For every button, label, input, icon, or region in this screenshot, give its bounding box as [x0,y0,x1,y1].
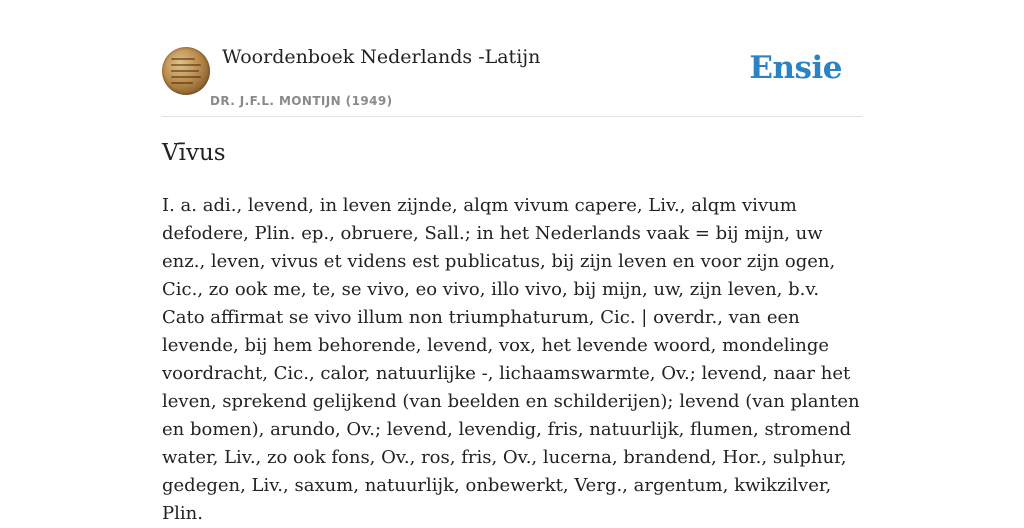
inscription-line [171,82,193,84]
inscription-line [171,64,201,66]
entry-definition: I. a. adi., levend, in leven zijnde, alqm vivum capere, Liv., alqm vivum defodere, Plin. ep., obruere, Sall.; in het Nederlands vaak = bij mijn, uw enz., leven, vivus et videns est publicatus, bij zijn leven en voor zijn ogen, Cic., zo ook me, te, se vivo, eo vivo, illo vivo, bij mijn, uw, zijn leven, b.v. Cato affirmat se vivo illum non triumphaturum, Cic. | overdr., van een levende, bij hem behorende, levend, vox, het levende woord, mondelinge voordracht, Cic., calor, natuurlijke -, lichaamswarmte, Ov.; levend, naar het leven, sprekend gelijkend (van beelden en schilderijen); levend (van planten en bomen), arundo, Ov.; levend, levendig, fris, natuurlijk, flumen, stromend water, Liv., zo ook fons, Ov., ros, fris, Ov., lucerna, brandend, Hor., sulphur, gedegen, Liv., saxum, natuurlijk, onbewerkt, Verg., argentum, kwikzilver, Plin. [162,195,860,524]
book-title[interactable]: Woordenboek Nederlands -Latijn [222,46,541,68]
book-header [162,0,862,117]
coin-inscription-icon[interactable] [162,47,210,95]
inscription-line [171,76,201,78]
inscription-line [171,58,195,60]
inscription-line [171,70,199,72]
brand-logo-link[interactable]: Ensie [749,50,842,86]
page-content [162,0,862,524]
entry-title: Vīvus [162,140,226,166]
book-author: DR. J.F.L. MONTIJN (1949) [210,94,393,108]
